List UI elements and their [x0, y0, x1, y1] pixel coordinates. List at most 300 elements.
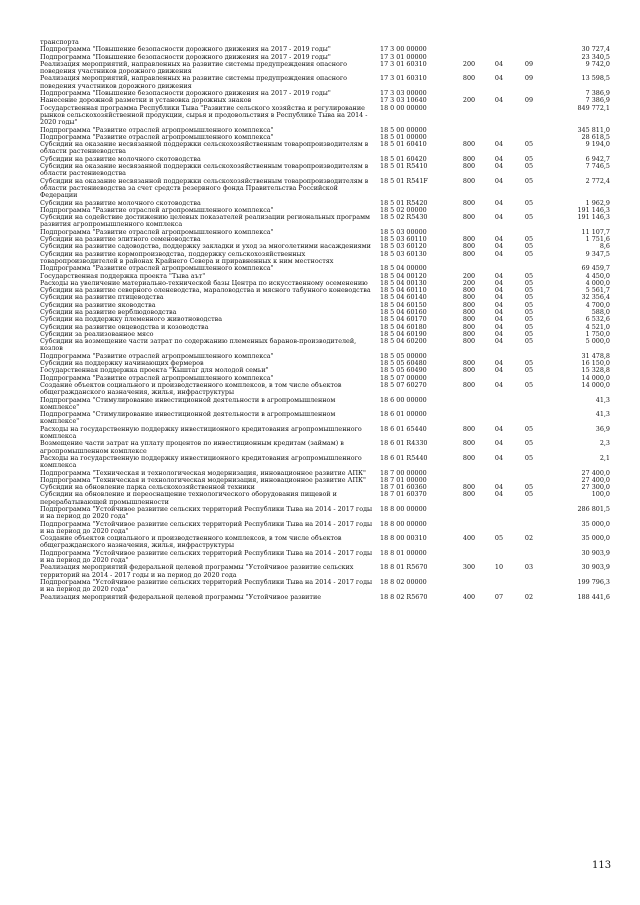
row-expense-type: 800: [462, 235, 476, 244]
row-name: Подпрограмма "Развитие отраслей агропромышленного комплекса": [40, 125, 274, 134]
row-section: 04: [494, 315, 504, 324]
row-expense-type: 800: [462, 322, 476, 331]
row-name: Субсидии на развитие молочного скотоводства: [40, 198, 201, 207]
row-section: 04: [494, 293, 504, 302]
row-amount: 13 598,5: [581, 74, 610, 83]
row-subsection: 05: [524, 300, 534, 309]
row-subsection: [514, 579, 544, 594]
row-code: 18 5 04 00120: [380, 271, 427, 280]
row-amount: 588,0: [591, 307, 610, 316]
row-amount: 9 742,0: [585, 59, 610, 68]
row-name: Субсидии на оказание несвязанной поддержки сельскохозяйственным товаропроизводителям в области растениеводства: [40, 162, 369, 178]
row-amount: 30 727,4: [581, 45, 610, 54]
row-subsection: 09: [524, 59, 534, 68]
row-section: [484, 127, 514, 134]
row-code: 18 5 01 R541F: [380, 176, 428, 185]
row-subsection: [514, 105, 544, 127]
row-code: 18 5 04 60190: [380, 329, 427, 338]
row-expense-type: 800: [462, 424, 476, 433]
row-amount: 2 772,4: [585, 176, 610, 185]
row-name: Подпрограмма "Техническая и технологическая модернизация, инновационное развитие АПК": [40, 468, 366, 477]
row-amount: 100,0: [591, 490, 610, 499]
row-expense-type: 300: [462, 563, 476, 572]
row-code: 18 5 07 60270: [380, 380, 427, 389]
table-row: [40, 564, 610, 579]
row-amount: 35 000,0: [581, 519, 610, 528]
row-section: 04: [494, 271, 504, 280]
row-name: Субсидии на возмещение части затрат по содержанию племенных баранов-производителей, козлов: [40, 337, 357, 353]
row-expense-type: 800: [462, 300, 476, 309]
row-expense-type: 800: [462, 359, 476, 368]
row-expense-type: 800: [462, 293, 476, 302]
row-subsection: 05: [524, 490, 534, 499]
row-amount: 191 146,3: [577, 205, 610, 214]
table-row: [40, 426, 610, 441]
row-code: 18 5 04 60150: [380, 300, 427, 309]
row-section: 04: [494, 322, 504, 331]
row-name: Субсидии на развитие молочного скотоводства: [40, 154, 201, 163]
row-subsection: 05: [524, 439, 534, 448]
row-amount: 2,3: [599, 439, 610, 448]
row-subsection: 05: [524, 307, 534, 316]
row-expense-type: 800: [462, 315, 476, 324]
row-amount: 1 750,0: [585, 329, 610, 338]
row-section: 07: [494, 592, 504, 601]
row-expense-type: [454, 46, 484, 53]
row-amount: 286 801,5: [577, 505, 610, 513]
row-name: Реализация мероприятий федеральной целевой программы "Устойчивое развитие: [40, 592, 322, 601]
row-amount: 199 796,3: [577, 577, 610, 586]
row-subsection: 05: [524, 162, 534, 171]
row-name: Субсидии на поддержку начинающих фермеров: [40, 359, 204, 368]
row-section: 04: [494, 307, 504, 316]
row-amount: 7 746,5: [585, 162, 610, 171]
row-amount: 41,3: [595, 410, 610, 419]
table-row: [40, 491, 610, 506]
row-section: [484, 521, 514, 536]
row-code: 18 7 00 00000: [380, 468, 427, 477]
row-subsection: 05: [524, 359, 534, 368]
table-row: [40, 251, 610, 266]
row-name: Подпрограмма "Устойчивое развитие сельских территорий Республики Тыва на 2014 - 2017 годы и на период до 2020 года": [40, 577, 373, 594]
row-name: Подпрограмма "Развитие отраслей агропромышленного комплекса": [40, 264, 274, 273]
row-code: 18 5 04 00130: [380, 278, 427, 287]
row-section: 04: [494, 380, 504, 389]
row-expense-type: 800: [462, 286, 476, 295]
row-amount: 8,6: [599, 242, 610, 251]
row-code: 18 6 01 65440: [380, 424, 427, 433]
row-expense-type: 800: [462, 439, 476, 448]
row-subsection: [514, 46, 544, 53]
row-amount: 30 903,9: [581, 563, 610, 572]
row-amount: 14 000,0: [581, 380, 610, 389]
row-section: 04: [494, 59, 504, 68]
row-name: Расходы на государственную поддержку инвестиционного кредитования агропромышленного комплекса: [40, 453, 362, 470]
row-expense-type: 800: [462, 249, 476, 258]
row-subsection: 05: [524, 293, 534, 302]
row-expense-type: 800: [462, 198, 476, 207]
row-amount: 7 386,9: [585, 96, 610, 105]
row-amount: 27 400,0: [581, 475, 610, 484]
row-expense-type: [454, 411, 484, 426]
row-expense-type: 200: [462, 271, 476, 280]
row-subsection: 05: [524, 242, 534, 251]
row-expense-type: 800: [462, 329, 476, 338]
row-expense-type: 200: [462, 278, 476, 287]
row-section: 04: [494, 278, 504, 287]
row-subsection: 05: [524, 140, 534, 149]
row-section: [484, 105, 514, 127]
row-code: 18 5 04 60180: [380, 322, 427, 331]
row-section: [484, 411, 514, 426]
row-name: Подпрограмма "Повышение безопасности дорожного движения на 2017 - 2019 годы": [40, 52, 331, 61]
row-section: 04: [494, 74, 504, 83]
row-amount: 32 356,4: [581, 293, 610, 302]
row-code: 18 5 03 00000: [380, 227, 427, 236]
row-section: 04: [494, 329, 504, 338]
row-section: 04: [494, 286, 504, 295]
row-amount: 4 521,0: [585, 322, 610, 331]
row-code: 18 5 04 00000: [380, 264, 427, 273]
row-code: 18 5 01 00000: [380, 132, 427, 141]
row-code: 17 3 03 10640: [380, 96, 427, 105]
row-subsection: 09: [524, 96, 534, 105]
row-subsection: [514, 397, 544, 412]
row-expense-type: [454, 39, 484, 46]
row-amount: 6 532,6: [585, 315, 610, 324]
row-expense-type: 800: [462, 162, 476, 171]
row-amount: 27 300,0: [581, 483, 610, 492]
row-expense-type: 800: [462, 213, 476, 222]
row-name: Подпрограмма "Повышение безопасности дорожного движения на 2017 - 2019 годы": [40, 45, 331, 54]
row-amount: 188 441,6: [577, 592, 610, 601]
row-section: 04: [494, 300, 504, 309]
row-code: 18 5 05 60480: [380, 359, 427, 368]
row-expense-type: [454, 506, 484, 521]
row-code: 18 5 01 60410: [380, 140, 427, 149]
row-subsection: 03: [524, 563, 534, 572]
row-section: [484, 397, 514, 412]
row-subsection: 05: [524, 278, 534, 287]
row-name: Подпрограмма "Стимулирование инвестиционной деятельности в агропромышленном комплексе": [40, 395, 336, 411]
row-code: 18 6 01 R5440: [380, 453, 428, 462]
row-subsection: [514, 470, 544, 477]
row-code: 17 3 01 60310: [380, 74, 427, 83]
row-name: Подпрограмма "Развитие отраслей агропромышленного комплекса": [40, 227, 274, 236]
row-section: 04: [494, 337, 504, 346]
row-name: Субсидии на развитие яководства: [40, 300, 156, 309]
row-amount: 345 811,0: [577, 125, 610, 134]
row-subsection: [514, 506, 544, 521]
row-expense-type: 800: [462, 176, 476, 185]
row-amount: 5 561,7: [585, 286, 610, 295]
table-row: [40, 579, 610, 594]
row-section: 04: [494, 249, 504, 258]
row-name: Государственная программа Республики Тыва "Развитие сельского хозяйства и регулирование рынков сельскохозяйственной продукции, сырья и продовольствия в Республике Тыва на 2014 - 2020 годы": [40, 103, 368, 127]
row-amount: 14 000,0: [581, 373, 610, 382]
row-section: 10: [494, 563, 504, 572]
row-amount: 9 347,5: [585, 249, 610, 258]
row-subsection: 05: [524, 337, 534, 346]
row-name: Субсидии на развитие садоводства, поддержку закладки и уход за многолетними насаждениями: [40, 242, 371, 251]
row-code: 18 8 02 00000: [380, 577, 427, 586]
table-row: [40, 163, 610, 178]
row-subsection: 05: [524, 198, 534, 207]
row-name: Создание объектов социального и производственного комплексов, в том числе объектов общегражданского назначения, жилья, инфраструктуры: [40, 380, 342, 397]
row-name: Субсидии на развитие северного оленеводства, мараловодства и мясного табунного коневодства: [40, 286, 371, 295]
row-section: [484, 550, 514, 565]
row-section: 04: [494, 453, 504, 462]
row-expense-type: 200: [462, 96, 476, 105]
row-subsection: [514, 521, 544, 536]
row-code: 18 5 05 60490: [380, 366, 427, 375]
row-subsection: 05: [524, 176, 534, 185]
row-amount: 69 459,7: [581, 264, 610, 273]
row-subsection: 05: [524, 322, 534, 331]
row-amount: 5 000,0: [585, 337, 610, 346]
row-code: 18 8 02 R5670: [380, 592, 428, 601]
table-row: [40, 105, 610, 127]
row-amount: 36,9: [595, 424, 610, 433]
row-section: 04: [494, 359, 504, 368]
table-row: [40, 506, 610, 521]
row-expense-type: 800: [462, 74, 476, 83]
row-amount: 35 000,0: [581, 534, 610, 543]
row-name: Субсидии на содействие достижению целевых показателей реализации региональных программ развития агропромышленного комплекса: [40, 213, 371, 229]
row-expense-type: [454, 397, 484, 412]
row-expense-type: 400: [462, 534, 476, 543]
table-row: [40, 411, 610, 426]
row-name: Нанесение дорожной разметки и установка дорожных знаков: [40, 96, 252, 105]
row-name: Подпрограмма "Развитие отраслей агропромышленного комплекса": [40, 132, 274, 141]
row-expense-type: 800: [462, 490, 476, 499]
row-subsection: 05: [524, 286, 534, 295]
row-code: 18 6 01 R4330: [380, 439, 428, 448]
row-code: 18 8 01 00000: [380, 548, 427, 557]
row-name: Субсидии на оказание несвязанной поддержки сельскохозяйственным товаропроизводителям в области растениеводства: [40, 140, 369, 156]
row-subsection: 05: [524, 315, 534, 324]
row-section: 04: [494, 176, 504, 185]
row-section: 04: [494, 483, 504, 492]
row-name: Подпрограмма "Техническая и технологическая модернизация, инновационное развитие АПК": [40, 475, 366, 484]
row-amount: 15 328,8: [581, 366, 610, 375]
row-amount: 28 618,5: [581, 132, 610, 141]
row-expense-type: [454, 579, 484, 594]
row-subsection: 05: [524, 235, 534, 244]
row-code: 18 6 00 00000: [380, 395, 427, 404]
row-subsection: 05: [524, 329, 534, 338]
row-name: Подпрограмма "Развитие отраслей агропромышленного комплекса": [40, 205, 274, 214]
row-subsection: 05: [524, 366, 534, 375]
table-row: [40, 61, 610, 76]
table-row: [40, 594, 610, 601]
row-subsection: 05: [524, 483, 534, 492]
row-code: 18 6 01 00000: [380, 410, 427, 419]
row-amount: 2,1: [599, 453, 610, 462]
row-expense-type: 200: [462, 59, 476, 68]
row-section: 04: [494, 198, 504, 207]
row-name: Государственная поддержка проекта "Тыва аът": [40, 271, 206, 280]
row-code: 17 3 01 00000: [380, 52, 427, 61]
row-name: Реализация мероприятий, направленных на развитие системы предупреждения опасного поведения участников дорожного движения: [40, 59, 348, 76]
row-amount: 31 478,8: [581, 351, 610, 360]
row-code: 18 7 01 60360: [380, 483, 427, 492]
row-amount: 4 700,0: [585, 300, 610, 309]
row-amount: 1 751,6: [585, 235, 610, 244]
row-subsection: [514, 550, 544, 565]
row-name: Субсидии на развитие верблюдоводства: [40, 307, 177, 316]
table-row: [40, 75, 610, 90]
row-section: 04: [494, 424, 504, 433]
row-expense-type: 800: [462, 154, 476, 163]
row-amount: 16 150,0: [581, 359, 610, 368]
row-section: 04: [494, 490, 504, 499]
row-code: 18 5 01 R5420: [380, 198, 428, 207]
row-expense-type: 400: [462, 592, 476, 601]
row-expense-type: 800: [462, 483, 476, 492]
row-section: 04: [494, 213, 504, 222]
row-name: Подпрограмма "Развитие отраслей агропромышленного комплекса": [40, 351, 274, 360]
row-expense-type: [454, 470, 484, 477]
row-code: 18 8 00 00310: [380, 534, 427, 543]
row-name: Государственная поддержка проекта "Кыштаг для молодой семьи": [40, 366, 269, 375]
row-expense-type: 800: [462, 453, 476, 462]
row-expense-type: [454, 127, 484, 134]
row-name: Расходы на увеличение материально-технической базы Центра по искусственному осеменению: [40, 278, 368, 287]
row-code: 18 5 07 00000: [380, 373, 427, 382]
row-subsection: 02: [524, 592, 534, 601]
table-row: [40, 397, 610, 412]
row-code: 18 5 01 R5410: [380, 162, 428, 171]
row-expense-type: 800: [462, 242, 476, 251]
row-name: Субсидии на развитие кормопроизводства, поддержку сельскохозяйственных товаропроизводителей в районах Крайнего Севера и приравненных к ним местностях: [40, 249, 334, 265]
table-row: [40, 382, 610, 397]
row-name: Подпрограмма "Развитие отраслей агропромышленного комплекса": [40, 373, 274, 382]
row-name: Возмещение части затрат на уплату процентов по инвестиционным кредитам (займам) в агропромышленном комплексе: [40, 439, 344, 455]
row-section: 04: [494, 242, 504, 251]
row-code: 18 8 01 R5670: [380, 563, 428, 572]
row-amount: 4 450,0: [585, 271, 610, 280]
row-expense-type: 800: [462, 307, 476, 316]
table-row: [40, 338, 610, 353]
row-section: 04: [494, 439, 504, 448]
row-code: 18 5 04 60160: [380, 307, 427, 316]
row-name: транспорта: [40, 38, 79, 46]
row-code: 18 8 00 00000: [380, 519, 427, 528]
row-amount: 41,3: [595, 395, 610, 404]
table-row: [40, 521, 610, 536]
row-amount: 849 772,1: [577, 103, 610, 112]
row-name: Субсидии на развитие овцеводства и козоводства: [40, 322, 209, 331]
table-row: [40, 535, 610, 550]
row-code: 18 5 05 00000: [380, 351, 427, 360]
row-name: Субсидии на обновление парка сельскохозяйственной техники: [40, 483, 255, 492]
row-subsection: 05: [524, 424, 534, 433]
row-code: 18 0 00 00000: [380, 103, 427, 112]
table-row: [40, 440, 610, 455]
row-amount: 7 386,9: [585, 89, 610, 98]
row-section: [484, 506, 514, 521]
row-name: Субсидии за реализованное мясо: [40, 329, 154, 338]
row-expense-type: 800: [462, 366, 476, 375]
row-amount: 9 194,0: [585, 140, 610, 149]
row-code: 18 7 01 60370: [380, 490, 427, 499]
row-subsection: [514, 127, 544, 134]
budget-table: [40, 39, 610, 601]
row-code: 17 3 00 00000: [380, 45, 427, 54]
row-code: 18 7 01 00000: [380, 475, 427, 484]
row-code: 18 5 04 60200: [380, 337, 427, 346]
row-amount: 11 107,7: [581, 227, 610, 236]
row-expense-type: 800: [462, 337, 476, 346]
row-name: Субсидии на развитие птицеводства: [40, 293, 164, 302]
row-code: 18 8 00 00000: [380, 505, 427, 513]
row-code: 18 5 01 60420: [380, 154, 427, 163]
row-expense-type: 800: [462, 380, 476, 389]
table-row: [40, 178, 610, 200]
row-subsection: [514, 39, 544, 46]
row-amount: 30 903,9: [581, 548, 610, 557]
row-section: 04: [494, 366, 504, 375]
row-section: 04: [494, 235, 504, 244]
row-code: 18 5 02 R5430: [380, 213, 428, 222]
row-subsection: 09: [524, 74, 534, 83]
row-section: 04: [494, 154, 504, 163]
row-code: 17 3 03 00000: [380, 89, 427, 98]
row-name: Расходы на государственную поддержку инвестиционного кредитования агропромышленного комплекса: [40, 424, 362, 441]
row-expense-type: [454, 550, 484, 565]
row-section: 04: [494, 140, 504, 149]
row-section: 04: [494, 162, 504, 171]
row-expense-type: [454, 105, 484, 127]
row-subsection: 05: [524, 154, 534, 163]
row-subsection: 05: [524, 213, 534, 222]
row-section: [484, 46, 514, 53]
row-expense-type: [454, 521, 484, 536]
row-name: Подпрограмма "Устойчивое развитие сельских территорий Республики Тыва на 2014 - 2017 годы и на период до 2020 года": [40, 519, 373, 535]
page-number: 113: [592, 860, 612, 871]
row-name: Субсидии на оказание несвязанной поддержки сельскохозяйственным товаропроизводителям в области растениеводства за счет средств резервного фонда Правительства Российской Федерации: [40, 176, 369, 200]
row-subsection: [514, 411, 544, 426]
row-amount: 23 340,5: [581, 52, 610, 61]
row-code: 18 5 04 60140: [380, 293, 427, 302]
row-expense-type: 800: [462, 140, 476, 149]
row-name: Подпрограмма "Повышение безопасности дорожного движения на 2017 - 2019 годы": [40, 89, 331, 98]
row-name: Подпрограмма "Устойчивое развитие сельских территорий Республики Тыва на 2014 - 2017 годы и на период до 2020 года": [40, 505, 373, 521]
row-name: Субсидии на развитие элитного семеноводства: [40, 235, 201, 244]
table-row: [40, 141, 610, 156]
row-subsection: 05: [524, 249, 534, 258]
row-code: 18 5 00 00000: [380, 125, 427, 134]
row-name: Подпрограмма "Устойчивое развитие сельских территорий Республики Тыва на 2014 - 2017 годы и на период до 2020 года": [40, 548, 373, 565]
row-section: [484, 470, 514, 477]
row-subsection: 05: [524, 380, 534, 389]
row-code: 18 5 02 00000: [380, 205, 427, 214]
row-code: 18 5 03 60110: [380, 235, 427, 244]
row-name: Создание объектов социального и производственного комплексов, в том числе объектов общегражданского назначения, жилья, инфраструктуры: [40, 534, 342, 550]
row-code: 18 5 04 60170: [380, 315, 427, 324]
row-subsection: 05: [524, 453, 534, 462]
row-amount: 6 942,7: [585, 154, 610, 163]
row-name: Субсидии на обновление и переоснащение технологического оборудования пищевой и перерабатывающей промышленности: [40, 490, 337, 506]
row-name: Реализация мероприятий, направленных на развитие системы предупреждения опасного поведения участников дорожного движения: [40, 74, 348, 90]
row-amount: 191 146,3: [577, 213, 610, 222]
row-section: 05: [494, 534, 504, 543]
row-amount: 1 962,9: [585, 198, 610, 207]
table-row: [40, 455, 610, 470]
table-row: [40, 550, 610, 565]
row-subsection: 02: [524, 534, 534, 543]
